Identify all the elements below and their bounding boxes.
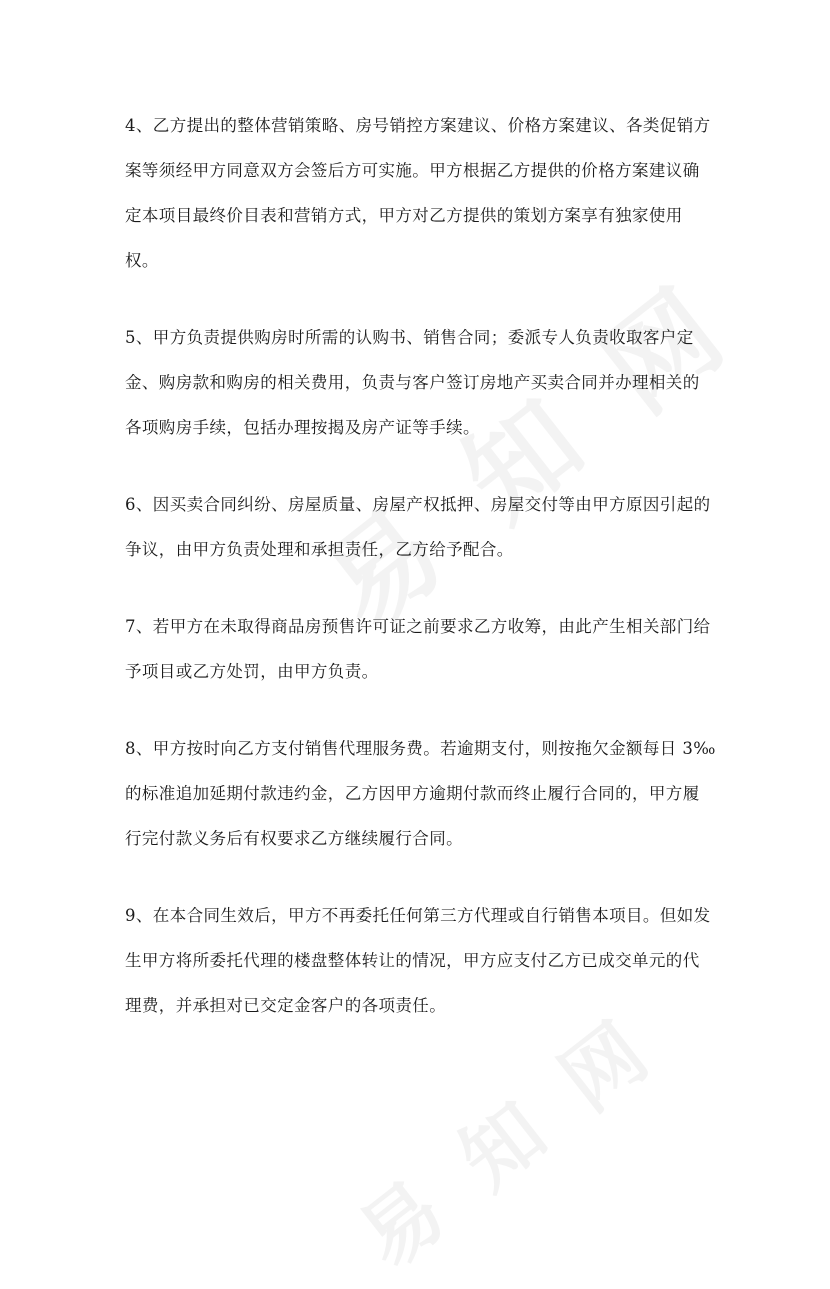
text-line: 7、若甲方在未取得商品房预售许可证之前要求乙方收筹，由此产生相关部门给 [125,617,711,636]
text-line: 的标准追加延期付款违约金，乙方因甲方逾期付款而终止履行合同的，甲方履 [125,784,700,803]
text-line: 权。 [125,251,159,270]
text-line: 8、甲方按时向乙方支付销售代理服务费。若逾期支付，则按拖欠金额每日 3‰ [125,739,716,758]
text-line: 金、购房款和购房的相关费用，负责与客户签订房地产买卖合同并办理相关的 [125,373,700,392]
text-line: 案等须经甲方同意双方会签后方可实施。甲方根据乙方提供的价格方案建议确 [125,161,700,180]
text-line: 行完付款义务后有权要求乙方继续履行合同。 [125,829,463,848]
text-line: 6、因买卖合同纠纷、房屋质量、房屋产权抵押、房屋交付等由甲方原因引起的 [125,495,711,514]
document-body [125,103,715,1060]
text-line: 生甲方将所委托代理的楼盘整体转让的情况，甲方应支付乙方已成交单元的代 [125,951,700,970]
text-line: 争议，由甲方负责处理和承担责任，乙方给予配合。 [125,540,514,559]
text-line: 予项目或乙方处罚，由甲方负责。 [125,662,379,681]
clause-8 [125,726,715,861]
clause-6 [125,482,715,572]
text-line: 5、甲方负责提供购房时所需的认购书、销售合同；委派专人负责收取客户定 [125,328,694,347]
clause-9 [125,893,715,1028]
text-line: 各项购房手续，包括办理按揭及房产证等手续。 [125,418,480,437]
text-line: 9、在本合同生效后，甲方不再委托任何第三方代理或自行销售本项目。但如发 [125,906,711,925]
clause-5 [125,315,715,450]
text-line: 4、乙方提出的整体营销策略、房号销控方案建议、价格方案建议、各类促销方 [125,116,711,135]
clause-4 [125,103,715,283]
clause-7 [125,604,715,694]
text-line: 定本项目最终价目表和营销方式，甲方对乙方提供的策划方案享有独家使用 [125,206,683,225]
text-line: 理费，并承担对已交定金客户的各项责任。 [125,996,447,1015]
